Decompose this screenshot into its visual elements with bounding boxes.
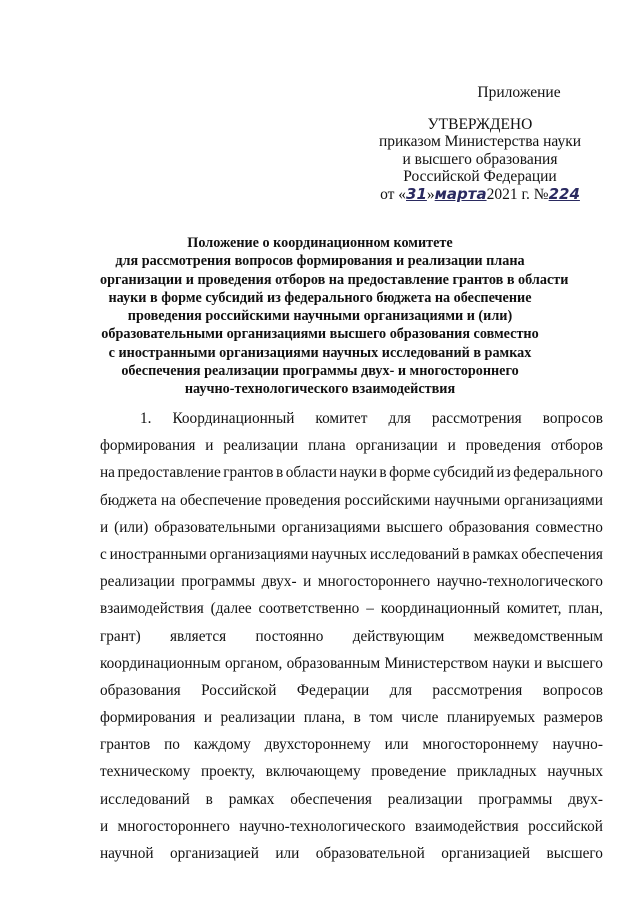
word: –: [366, 600, 374, 618]
word: соответственно: [258, 600, 360, 618]
word: действующим: [352, 627, 445, 645]
word: двухстороннему: [264, 736, 371, 754]
word: в: [353, 709, 361, 727]
word: Министерством: [384, 654, 489, 672]
word: комитет,: [506, 600, 562, 618]
word: и: [534, 654, 543, 672]
word: исследований: [100, 790, 190, 808]
word: и: [100, 817, 109, 835]
body-line: [100, 677, 603, 704]
body-paragraph: [100, 405, 603, 867]
word: двух-: [568, 790, 603, 808]
word: образования: [448, 518, 530, 536]
date-prefix: от «: [380, 185, 407, 203]
title-line: для рассмотрения вопросов формирования и реализации плана: [115, 253, 525, 270]
word: Координационный: [172, 410, 295, 427]
word: в: [276, 464, 284, 482]
word: бюджета: [100, 491, 158, 509]
word: организациями: [504, 491, 603, 509]
word: и: [203, 709, 213, 727]
word: образовательной: [315, 845, 425, 862]
word: является: [169, 627, 227, 645]
word: отборов: [550, 437, 603, 455]
word: рамках: [472, 545, 519, 563]
word: техническому: [100, 763, 191, 781]
word: и: [100, 518, 109, 536]
word: обеспечения: [290, 790, 372, 808]
word: числе: [401, 709, 439, 727]
body-line: [100, 541, 603, 568]
word: и: [447, 437, 456, 455]
approval-line-3: Российской Федерации: [403, 168, 557, 185]
appendix-label: Приложение: [477, 84, 561, 101]
word: многостороннего: [117, 817, 230, 835]
word: высшего: [386, 518, 443, 536]
word: прикладных: [456, 763, 537, 781]
word: субсидий: [433, 464, 495, 482]
word: планируемых: [446, 709, 536, 727]
word: для: [389, 681, 413, 699]
word: научно-технологического: [436, 573, 603, 591]
word: грантов: [223, 464, 274, 482]
word: 1.: [140, 410, 152, 427]
word: обеспечение: [179, 491, 262, 509]
word: каждому: [193, 736, 251, 754]
word: на: [161, 491, 176, 509]
word: науки: [492, 654, 530, 672]
year-suffix: 2021 г. №: [486, 185, 549, 203]
word: научно-: [552, 736, 603, 754]
title-line: Положение о координационном комитете: [187, 235, 453, 251]
word: программы: [181, 573, 256, 591]
word: включающему: [265, 763, 361, 781]
word: российской: [528, 817, 603, 835]
word: из: [496, 464, 511, 482]
approval-line-1: приказом Министерства науки: [378, 133, 582, 150]
body-line: [100, 758, 603, 785]
word: науки: [339, 464, 377, 482]
word: и: [205, 437, 214, 455]
word: организациями: [281, 518, 381, 536]
word: иностранными: [109, 545, 207, 563]
body-line: [100, 595, 603, 622]
word: реализации: [220, 709, 296, 727]
body-line: [100, 405, 603, 432]
word: многостороннему: [422, 736, 539, 754]
title-line: научно-технологического взаимодействия: [184, 381, 456, 398]
word: (или): [114, 518, 149, 536]
handwritten-month: марта: [434, 184, 487, 203]
word: образования: [100, 681, 181, 699]
word: программы: [478, 790, 553, 808]
word: исследований: [369, 545, 460, 563]
approved-label: УТВЕРЖДЕНО: [427, 115, 533, 133]
word: или: [275, 845, 300, 862]
title-line: проведения российскими научными организациями и (или): [127, 308, 513, 325]
word: органом,: [224, 654, 283, 672]
handwritten-day: 31: [406, 184, 427, 203]
word: высшего: [546, 845, 603, 862]
word: размеров: [543, 709, 603, 727]
body-line: [100, 459, 603, 486]
word: грантов: [100, 736, 151, 754]
word: координационным: [100, 654, 221, 672]
word: грант): [100, 627, 141, 645]
word: организациями: [209, 545, 309, 563]
body-line: [100, 623, 603, 650]
body-line: [100, 650, 603, 677]
word: научно-технологического: [239, 817, 406, 835]
word: реализации: [100, 573, 175, 591]
title-line: с иностранными организациями научных исследований в рамках: [108, 344, 532, 361]
body-line: [100, 568, 603, 595]
word: рамках: [228, 790, 275, 808]
word: области: [285, 464, 337, 482]
word: научных: [547, 763, 603, 781]
body-line: [100, 840, 603, 867]
word: проведения: [465, 437, 541, 455]
body-line: [100, 514, 603, 541]
word: (далее: [210, 600, 252, 618]
word: образованным: [286, 654, 381, 672]
word: двух-: [261, 573, 297, 591]
word: научными: [434, 491, 501, 509]
word: по: [164, 736, 180, 754]
word: взаимодействия: [414, 817, 519, 835]
title-line: науки в форме субсидий из федерального бюджета на обеспечение: [108, 289, 532, 306]
word: форме: [389, 464, 431, 482]
word: научной: [100, 845, 154, 862]
word: организацией: [441, 845, 531, 862]
word: вопросов: [542, 410, 603, 427]
word: в: [379, 464, 387, 482]
body-line: [100, 813, 603, 840]
word: рассмотрения: [432, 681, 523, 699]
word: и: [303, 573, 312, 591]
word: с: [100, 545, 107, 563]
word: в: [462, 545, 470, 563]
handwritten-order-number: 224: [548, 184, 580, 203]
word: взаимодействия: [100, 600, 204, 618]
word: межведомственным: [473, 627, 603, 645]
word: для: [388, 410, 411, 427]
word: Федерации: [296, 681, 370, 699]
word: проекту,: [200, 763, 256, 781]
word: постоянно: [255, 627, 324, 645]
word: проведение: [371, 763, 447, 781]
date-mid: »: [426, 185, 435, 203]
word: координационный: [380, 600, 500, 618]
word: плана: [308, 437, 346, 455]
word: совместно: [535, 518, 603, 536]
word: российскими: [344, 491, 431, 509]
body-line: [100, 487, 603, 514]
title-line: организации и проведения отборов на предоставление грантов в области: [100, 271, 569, 288]
word: предоставление: [117, 464, 221, 482]
word: том: [369, 709, 393, 727]
word: комитет: [315, 410, 368, 427]
word: Российской: [201, 681, 277, 699]
word: формирования: [100, 437, 196, 455]
word: организацией: [169, 845, 259, 862]
word: рассмотрения: [431, 410, 522, 427]
word: плана,: [303, 709, 346, 727]
body-line: [100, 704, 603, 731]
word: план,: [568, 600, 603, 618]
word: научных: [311, 545, 367, 563]
word: формирования: [100, 709, 196, 727]
title-line: обеспечения реализации программы двух- и многостороннего: [121, 363, 519, 380]
approval-line-2: и высшего образования: [402, 150, 558, 168]
word: федерального: [513, 464, 603, 482]
title-line: образовательными организациями высшего образования совместно: [101, 326, 539, 343]
word: вопросов: [542, 681, 603, 699]
word: образовательными: [154, 518, 276, 536]
word: многостороннего: [317, 573, 431, 591]
word: обеспечения: [521, 545, 603, 563]
word: проведения: [265, 491, 341, 509]
approval-block: [330, 84, 630, 203]
order-date-line: [330, 186, 630, 204]
word: организации: [355, 437, 438, 455]
word: в: [205, 790, 213, 808]
word: или: [384, 736, 409, 754]
document-title: [100, 234, 569, 399]
word: высшего: [546, 654, 603, 672]
body-line: [100, 432, 603, 459]
word: реализации: [387, 790, 463, 808]
body-line: [100, 786, 603, 813]
word: на: [100, 464, 115, 482]
word: реализации: [223, 437, 299, 455]
body-line: [100, 731, 603, 758]
